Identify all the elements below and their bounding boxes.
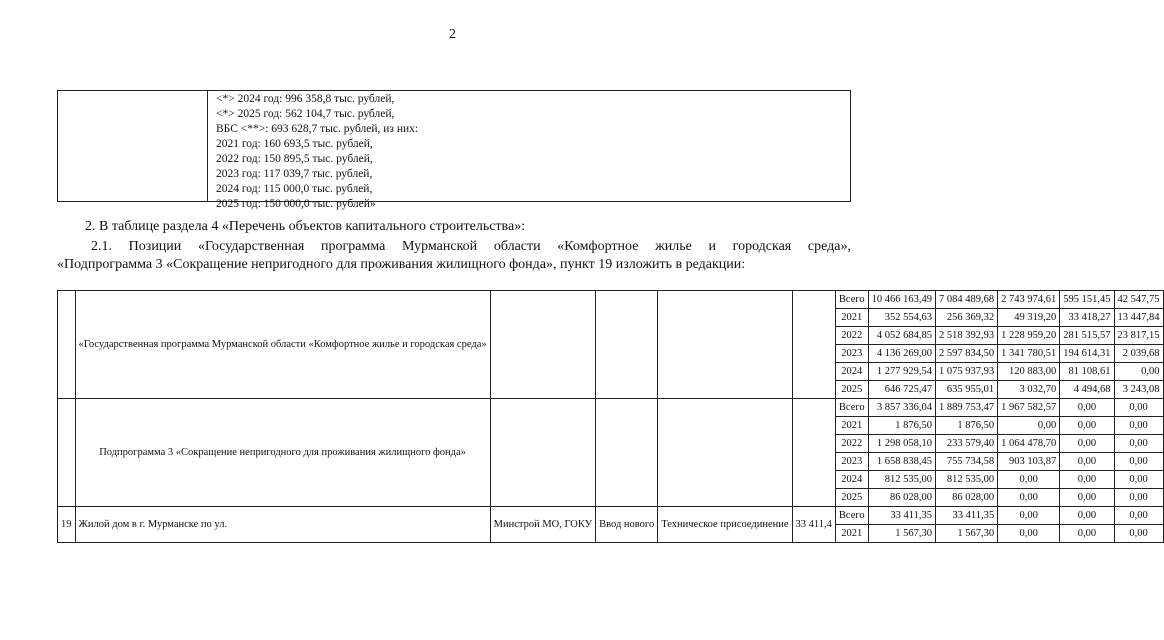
value-cell: 0,00: [998, 489, 1060, 507]
value-cell: 33 411,35: [868, 507, 935, 525]
value-cell: 812 535,00: [936, 471, 998, 489]
year-cell: 2025: [835, 381, 868, 399]
year-cell: 2024: [835, 363, 868, 381]
value-cell: 352 554,63: [868, 309, 935, 327]
value-cell: 256 369,32: [936, 309, 998, 327]
year-cell: Всего: [835, 399, 868, 417]
funding-line: 2021 год: 160 693,5 тыс. рублей,: [216, 138, 373, 150]
value-cell: 2 518 392,93: [936, 327, 998, 345]
program-label: «Государственная программа Мурманской области «Комфортное жилье и городская среда»: [75, 291, 490, 399]
funding-line: <*> 2025 год: 562 104,7 тыс. рублей,: [216, 108, 395, 120]
value-cell: 755 734,58: [936, 453, 998, 471]
value-cell: 1 064 478,70: [998, 435, 1060, 453]
funding-continuation-table: [57, 90, 851, 210]
value-cell: 903 103,87: [998, 453, 1060, 471]
value-cell: 1 075 937,93: [936, 363, 998, 381]
value-cell: 42 547,75: [1114, 291, 1163, 309]
value-cell: 86 028,00: [936, 489, 998, 507]
value-cell: 3 243,08: [1114, 381, 1163, 399]
value-cell: 2 039,68: [1114, 345, 1163, 363]
value-cell: 1 567,30: [868, 525, 935, 543]
funding-line: 2022 год: 150 895,5 тыс. рублей,: [216, 153, 373, 165]
value-cell: 1 876,50: [868, 417, 935, 435]
value-cell: 0,00: [1060, 417, 1114, 435]
empty-cell: [490, 291, 595, 399]
empty-cell: [792, 291, 835, 399]
value-cell: 0,00: [998, 507, 1060, 525]
value-cell: 0,00: [1060, 507, 1114, 525]
num-cell: [58, 399, 76, 507]
funding-line: 2025 год: 150 000,0 тыс. рублей»: [216, 198, 376, 210]
capital-construction-table: [57, 290, 1164, 543]
value-cell: 120 883,00: [998, 363, 1060, 381]
value-cell: 1 277 929,54: [868, 363, 935, 381]
value-cell: 2 597 834,50: [936, 345, 998, 363]
year-cell: 2022: [835, 435, 868, 453]
year-cell: 2024: [835, 471, 868, 489]
value-cell: 4 494,68: [1060, 381, 1114, 399]
year-cell: 2023: [835, 345, 868, 363]
empty-cell: [658, 291, 792, 399]
funding-line: <*> 2024 год: 996 358,8 тыс. рублей,: [216, 93, 395, 105]
customer-cell: Минстрой МО, ГОКУ: [490, 507, 595, 543]
value-cell: 10 466 163,49: [868, 291, 935, 309]
value-cell: 595 151,45: [1060, 291, 1114, 309]
cost-cell: 33 411,4: [792, 507, 835, 543]
construction-type: Ввод нового: [596, 507, 658, 543]
value-cell: 635 955,01: [936, 381, 998, 399]
value-cell: 0,00: [1114, 471, 1163, 489]
num-cell: [58, 291, 76, 399]
paragraph-2-1: [57, 238, 851, 274]
value-cell: 0,00: [998, 417, 1060, 435]
value-cell: 646 725,47: [868, 381, 935, 399]
value-cell: 0,00: [1060, 471, 1114, 489]
funding-line: 2024 год: 115 000,0 тыс. рублей,: [216, 183, 373, 195]
value-cell: 4 136 269,00: [868, 345, 935, 363]
paragraph-2: 2. В таблице раздела 4 «Перечень объектов капитального строительства»:: [85, 219, 526, 234]
row-number: 19: [58, 507, 76, 543]
value-cell: 33 411,35: [936, 507, 998, 525]
value-cell: 7 084 489,68: [936, 291, 998, 309]
year-cell: Всего: [835, 291, 868, 309]
value-cell: 812 535,00: [868, 471, 935, 489]
empty-cell: [58, 91, 208, 201]
year-cell: 2023: [835, 453, 868, 471]
value-cell: 1 889 753,47: [936, 399, 998, 417]
value-cell: 13 447,84: [1114, 309, 1163, 327]
funding-line: 2023 год: 117 039,7 тыс. рублей,: [216, 168, 373, 180]
year-cell: 2021: [835, 417, 868, 435]
paragraph-2-1-line2: «Подпрограмма 3 «Сокращение непригодного для проживания жилищного фонда», пункт 19 изложить в редакции:: [57, 257, 746, 272]
year-cell: 2021: [835, 309, 868, 327]
value-cell: 33 418,27: [1060, 309, 1114, 327]
value-cell: 0,00: [1060, 453, 1114, 471]
value-cell: 49 319,20: [998, 309, 1060, 327]
table-row: [58, 507, 1164, 525]
paragraph-2-1-line1: 2.1. Позиции «Государственная программа Мурманской области «Комфортное жилье и городская среда»,: [91, 239, 851, 254]
year-cell: Всего: [835, 507, 868, 525]
value-cell: 0,00: [1114, 525, 1163, 543]
value-cell: 86 028,00: [868, 489, 935, 507]
value-cell: 0,00: [1114, 507, 1163, 525]
value-cell: 1 967 582,57: [998, 399, 1060, 417]
empty-cell: [596, 399, 658, 507]
subprogram-label: Подпрограмма 3 «Сокращение непригодного для проживания жилищного фонда»: [75, 399, 490, 507]
value-cell: 0,00: [1114, 435, 1163, 453]
value-cell: 1 298 058,10: [868, 435, 935, 453]
page-number: 2: [449, 27, 456, 42]
year-cell: 2022: [835, 327, 868, 345]
value-cell: 0,00: [1114, 363, 1163, 381]
value-cell: 0,00: [1114, 453, 1163, 471]
empty-cell: [490, 399, 595, 507]
value-cell: 81 108,61: [1060, 363, 1114, 381]
table-row: [58, 291, 1164, 309]
value-cell: 0,00: [1060, 435, 1114, 453]
value-cell: 0,00: [1060, 525, 1114, 543]
value-cell: 281 515,57: [1060, 327, 1114, 345]
value-cell: 0,00: [1060, 489, 1114, 507]
value-cell: 0,00: [1114, 417, 1163, 435]
value-cell: 233 579,40: [936, 435, 998, 453]
value-cell: 1 228 959,20: [998, 327, 1060, 345]
value-cell: 2 743 974,61: [998, 291, 1060, 309]
table-row: [58, 399, 1164, 417]
value-cell: 0,00: [998, 471, 1060, 489]
value-cell: 1 341 780,51: [998, 345, 1060, 363]
value-cell: 0,00: [1060, 399, 1114, 417]
value-cell: 0,00: [998, 525, 1060, 543]
year-cell: 2021: [835, 525, 868, 543]
funding-line: ВБС <**>: 693 628,7 тыс. рублей, из них:: [216, 123, 419, 135]
value-cell: 4 052 684,85: [868, 327, 935, 345]
object-name: Жилой дом в г. Мурманске по ул.: [75, 507, 490, 543]
value-cell: 1 876,50: [936, 417, 998, 435]
value-cell: 23 817,15: [1114, 327, 1163, 345]
funding-text-cell: [208, 91, 850, 210]
value-cell: 0,00: [1114, 399, 1163, 417]
value-cell: 3 032,70: [998, 381, 1060, 399]
empty-cell: [596, 291, 658, 399]
value-cell: 1 658 838,45: [868, 453, 935, 471]
stage-cell: Техническое присоединение: [658, 507, 792, 543]
value-cell: 0,00: [1114, 489, 1163, 507]
value-cell: 194 614,31: [1060, 345, 1114, 363]
value-cell: 1 567,30: [936, 525, 998, 543]
empty-cell: [792, 399, 835, 507]
empty-cell: [658, 399, 792, 507]
value-cell: 3 857 336,04: [868, 399, 935, 417]
year-cell: 2025: [835, 489, 868, 507]
